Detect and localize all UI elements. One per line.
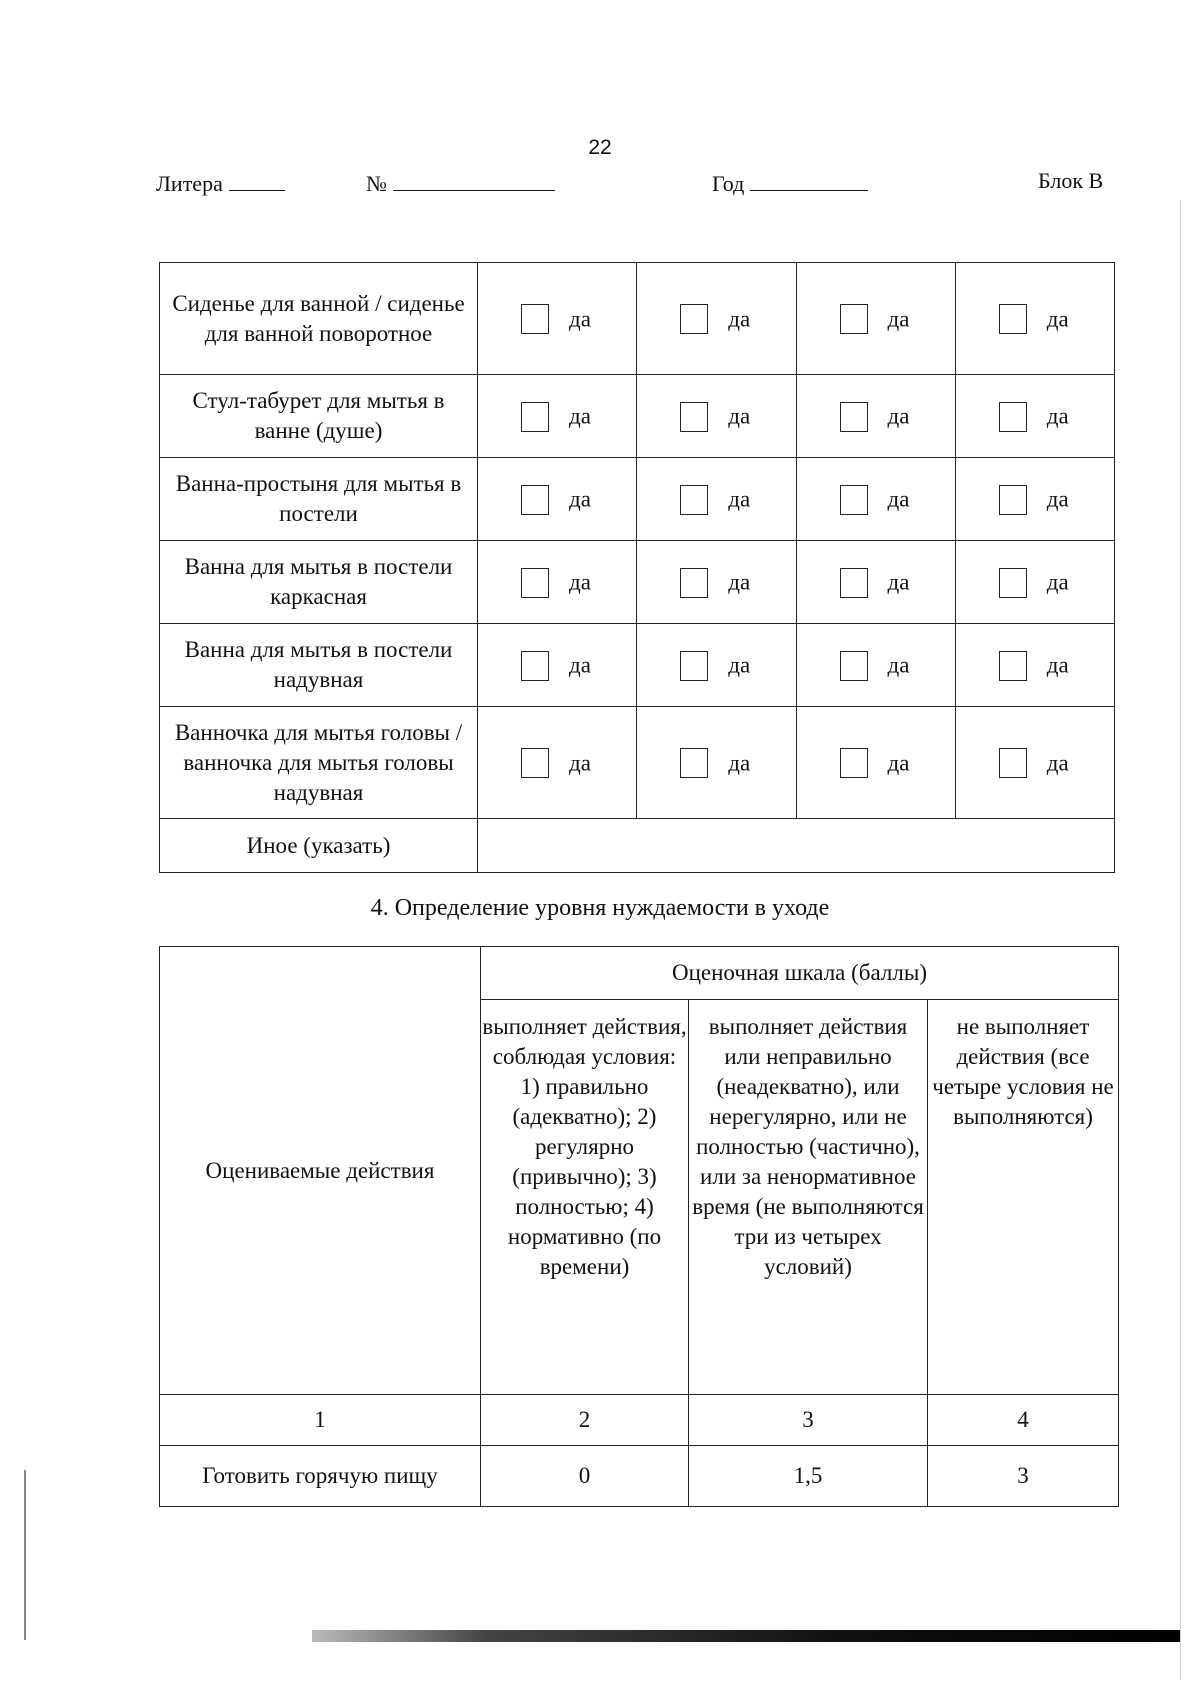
option-cell[interactable] xyxy=(637,263,796,375)
option-cell[interactable] xyxy=(955,375,1114,458)
option-cell[interactable] xyxy=(796,541,955,624)
option-label: да xyxy=(728,569,751,595)
number-blank[interactable] xyxy=(393,168,555,191)
option-cell[interactable] xyxy=(637,624,796,707)
option-cell[interactable] xyxy=(478,458,637,541)
care-level-table xyxy=(159,946,1119,1507)
checkbox[interactable] xyxy=(521,748,549,778)
option-cell[interactable] xyxy=(478,707,637,819)
score-cell: 0 xyxy=(481,1446,689,1507)
checkbox[interactable] xyxy=(680,402,708,432)
option-label: да xyxy=(1046,486,1069,512)
checkbox[interactable] xyxy=(680,568,708,598)
checkbox[interactable] xyxy=(840,568,868,598)
checkbox[interactable] xyxy=(840,748,868,778)
option-label: да xyxy=(569,403,591,429)
option-label: да xyxy=(569,652,591,678)
litera-blank[interactable] xyxy=(229,168,285,191)
option-label: да xyxy=(1046,403,1069,429)
option-label: да xyxy=(728,652,751,678)
scale-header: Оценочная шкала (баллы) xyxy=(481,947,1119,1000)
option-cell[interactable] xyxy=(637,541,796,624)
litera-field[interactable] xyxy=(156,168,285,197)
actions-header: Оцениваемые действия xyxy=(160,947,481,1395)
other-label: Иное (указать) xyxy=(160,819,478,873)
table-row xyxy=(160,819,1115,873)
block-label: Блок В xyxy=(1038,168,1104,193)
year-field[interactable] xyxy=(712,168,868,197)
table-row xyxy=(160,263,1115,375)
other-input-cell[interactable] xyxy=(478,819,1115,873)
option-cell[interactable] xyxy=(796,375,955,458)
checkbox[interactable] xyxy=(521,304,549,334)
option-cell[interactable] xyxy=(955,707,1114,819)
option-label: да xyxy=(887,652,910,678)
option-cell[interactable] xyxy=(796,458,955,541)
option-label: да xyxy=(887,486,910,512)
checkbox[interactable] xyxy=(840,651,868,681)
checkbox[interactable] xyxy=(999,485,1027,515)
checkbox[interactable] xyxy=(840,402,868,432)
table-row xyxy=(160,541,1115,624)
row-label: Ванночка для мытья головы / ванночка для мытья головы надувная xyxy=(160,707,478,819)
option-cell[interactable] xyxy=(478,624,637,707)
option-label: да xyxy=(728,486,751,512)
checkbox[interactable] xyxy=(521,402,549,432)
option-label: да xyxy=(1046,750,1069,776)
scale-desc-none: не выполняет действия (все четыре условия не выполняются) xyxy=(928,1000,1119,1395)
column-number: 3 xyxy=(689,1395,928,1446)
scan-edge-line xyxy=(1180,200,1181,1680)
option-cell[interactable] xyxy=(955,263,1114,375)
year-label: Год xyxy=(712,171,745,196)
option-label: да xyxy=(887,750,910,776)
checkbox[interactable] xyxy=(680,485,708,515)
option-cell[interactable] xyxy=(478,263,637,375)
year-blank[interactable] xyxy=(750,168,868,191)
column-number: 4 xyxy=(928,1395,1119,1446)
checkbox[interactable] xyxy=(840,304,868,334)
option-label: да xyxy=(728,750,751,776)
option-label: да xyxy=(887,569,910,595)
number-label: № xyxy=(366,171,387,196)
scale-desc-partial: выполняет действия или неправильно (неадекватно), или нерегулярно, или не полностью (частично), или за ненормативное время (не выполняются три из четырех условий) xyxy=(689,1000,928,1395)
option-cell[interactable] xyxy=(637,375,796,458)
row-label: Сиденье для ванной / сиденье для ванной поворотное xyxy=(160,263,478,375)
score-cell: 1,5 xyxy=(689,1446,928,1507)
checkbox[interactable] xyxy=(521,568,549,598)
option-cell[interactable] xyxy=(478,375,637,458)
number-field[interactable] xyxy=(366,168,555,197)
form-header xyxy=(0,168,1200,202)
option-cell[interactable] xyxy=(637,458,796,541)
option-label: да xyxy=(569,750,591,776)
row-label: Стул-табурет для мытья в ванне (душе) xyxy=(160,375,478,458)
option-cell[interactable] xyxy=(955,458,1114,541)
action-label: Готовить горячую пищу xyxy=(160,1446,481,1507)
option-label: да xyxy=(728,403,751,429)
scale-desc-full: выполняет действия, соблюдая условия: 1) правильно (адекватно); 2) регулярно (привычно); 3) полностью; 4) нормативно (по времени) xyxy=(481,1000,689,1395)
table-row xyxy=(160,707,1115,819)
checkbox[interactable] xyxy=(999,651,1027,681)
option-cell[interactable] xyxy=(796,263,955,375)
option-label: да xyxy=(569,486,591,512)
aids-table xyxy=(159,262,1115,873)
scan-bottom-bar xyxy=(312,1630,1180,1642)
score-cell: 3 xyxy=(928,1446,1119,1507)
column-number: 1 xyxy=(160,1395,481,1446)
checkbox[interactable] xyxy=(680,651,708,681)
column-number: 2 xyxy=(481,1395,689,1446)
row-label: Ванна для мытья в постели надувная xyxy=(160,624,478,707)
checkbox[interactable] xyxy=(840,485,868,515)
option-cell[interactable] xyxy=(955,624,1114,707)
option-cell[interactable] xyxy=(637,707,796,819)
section-title: 4. Определение уровня нуждаемости в уходе xyxy=(370,895,830,921)
checkbox[interactable] xyxy=(521,485,549,515)
table-row xyxy=(160,1395,1119,1446)
checkbox[interactable] xyxy=(680,748,708,778)
table-row xyxy=(160,1446,1119,1507)
option-cell[interactable] xyxy=(796,624,955,707)
option-label: да xyxy=(569,306,591,332)
option-cell[interactable] xyxy=(478,541,637,624)
checkbox[interactable] xyxy=(999,304,1027,334)
litera-label: Литера xyxy=(156,171,223,196)
option-label: да xyxy=(1046,652,1069,678)
page-number: 22 xyxy=(588,136,612,159)
option-label: да xyxy=(1046,306,1069,332)
scan-edge-mark xyxy=(24,1470,26,1640)
option-label: да xyxy=(1046,569,1069,595)
table-row xyxy=(160,458,1115,541)
table-row xyxy=(160,375,1115,458)
option-cell[interactable] xyxy=(955,541,1114,624)
table-row xyxy=(160,624,1115,707)
option-label: да xyxy=(728,306,751,332)
row-label: Ванна для мытья в постели каркасная xyxy=(160,541,478,624)
row-label: Ванна-простыня для мытья в постели xyxy=(160,458,478,541)
checkbox[interactable] xyxy=(999,748,1027,778)
option-label: да xyxy=(887,403,910,429)
checkbox[interactable] xyxy=(999,402,1027,432)
table-row xyxy=(160,947,1119,1000)
option-label: да xyxy=(569,569,591,595)
checkbox[interactable] xyxy=(521,651,549,681)
checkbox[interactable] xyxy=(680,304,708,334)
option-cell[interactable] xyxy=(796,707,955,819)
option-label: да xyxy=(887,306,910,332)
checkbox[interactable] xyxy=(999,568,1027,598)
